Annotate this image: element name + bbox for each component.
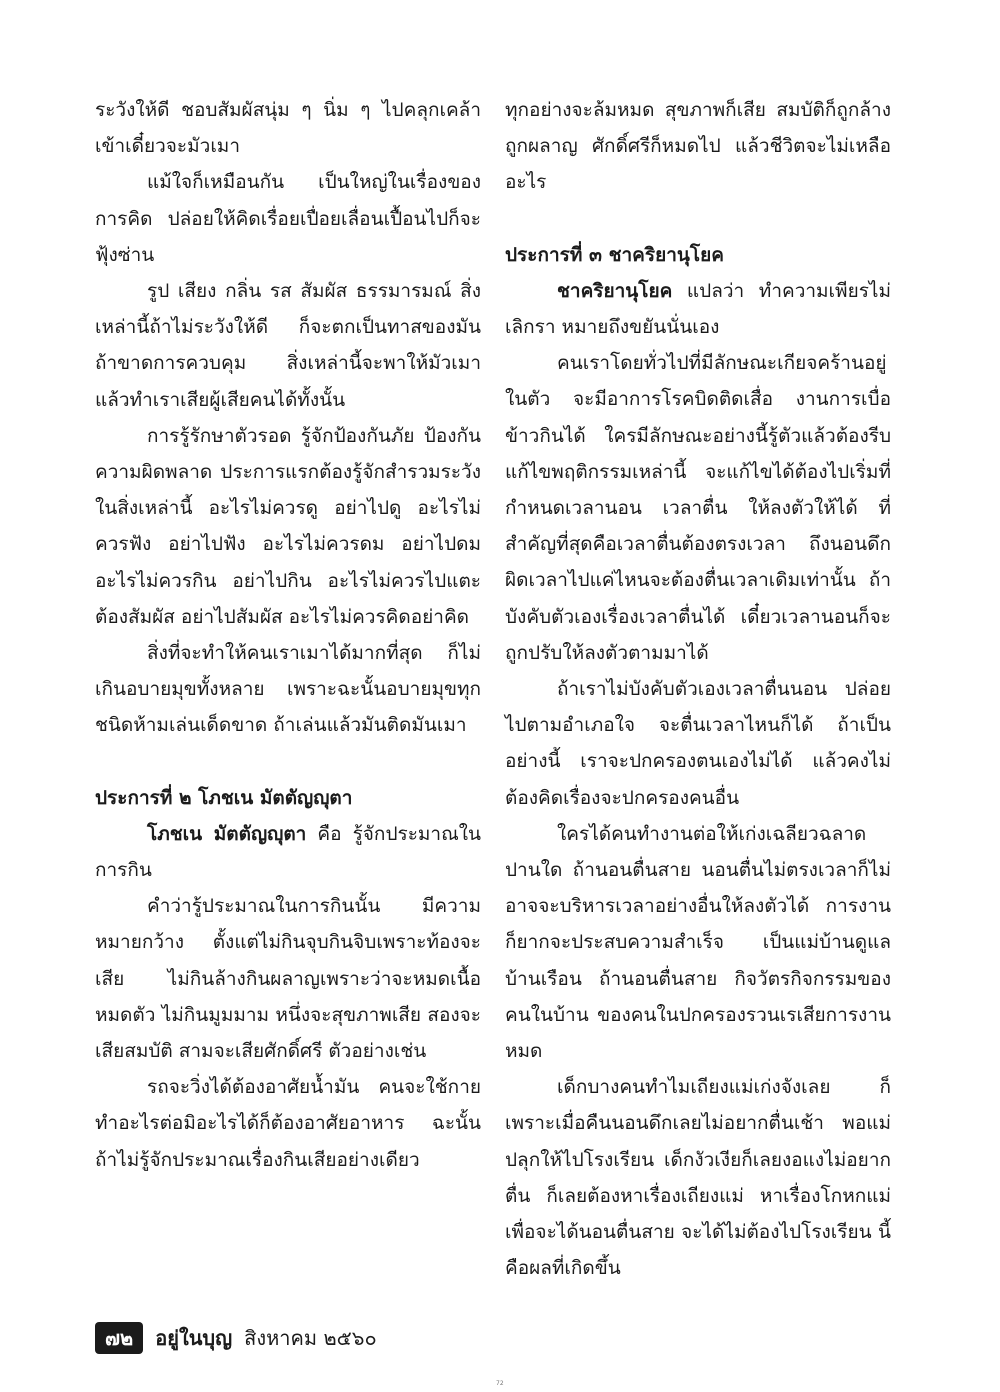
section-heading: ประการที่ ๒ โภชเน มัตตัญญุตา bbox=[95, 786, 353, 809]
paragraph: แม้ใจก็เหมือนกัน เป็นใหญ่ในเรื่องของการคิด ปล่อยให้คิดเรื่อยเปื่อยเลื่อนเปื้อนไปก็จะฟุ้งซ่าน bbox=[95, 171, 481, 266]
print-page-mark: 72 bbox=[496, 1380, 504, 1387]
paragraph bbox=[505, 273, 891, 345]
paragraph: สิ่งที่จะทำให้คนเราเมาได้มากที่สุด ก็ไม่เกินอบายมุขทั้งหลาย เพราะฉะนั้นอบายมุขทุกชนิดห้ามเล่นเด็ดขาด ถ้าเล่นแล้วมันติดมันเมา bbox=[95, 642, 481, 737]
magazine-title: อยู่ในบุญ bbox=[155, 1326, 233, 1350]
paragraph: ระวังให้ดี ชอบสัมผัสนุ่ม ๆ นิ่ม ๆ ไปคลุกเคล้า เข้าเดี๋ยวจะมัวเมา bbox=[95, 99, 481, 158]
page-number-badge: ๗๒ bbox=[95, 1322, 143, 1354]
left-column bbox=[95, 92, 481, 1178]
paragraph: ทุกอย่างจะล้มหมด สุขภาพก็เสีย สมบัติก็ถูกล้างถูกผลาญ ศักดิ์ศรีก็หมดไป แล้วชีวิตจะไม่เหลืออะไร bbox=[505, 99, 891, 194]
paragraph: การรู้รักษาตัวรอด รู้จักป้องกันภัย ป้องกันความผิดพลาด ประการแรกต้องรู้จักสำรวมระวังในสิ่งเหล่านี้ อะไรไม่ควรดู อย่าไปดู อะไรไม่ควรฟัง อย่าไปฟัง อะไรไม่ควรดม อย่าไปดม อะไรไม่ควรกิน อย่าไปกิน อะไรไม่ควรไปแตะต้องสัมผัส อย่าไปสัมผัส อะไรไม่ควรคิดอย่าคิด bbox=[95, 424, 481, 628]
term-highlight: ชาคริยานุโยค bbox=[557, 279, 673, 302]
paragraph: คนเราโดยทั่วไปที่มีลักษณะเกียจคร้านอยู่ในตัว จะมีอาการโรคบิดติดเสื่อ งานการเบื่อ ข้าวกินได้ ใครมีลักษณะอย่างนี้รู้ตัวแล้วต้องรีบแก้ไขพฤติกรรมเหล่านี้ จะแก้ไขได้ต้องไปเริ่มที่กำหนดเวลานอน เวลาตื่น ให้ลงตัวให้ได้ ที่สำคัญที่สุดคือเวลาตื่นต้องตรงเวลา ถึงนอนดึกผิดเวลาไปแค่ไหนจะต้องตื่นเวลาเดิมเท่านั้น ถ้าบังคับตัวเองเรื่องเวลาตื่นได้ เดี๋ยวเวลานอนก็จะถูกปรับให้ลงตัวตามมาได้ bbox=[505, 352, 891, 664]
paragraph bbox=[95, 816, 481, 888]
section-heading: ประการที่ ๓ ชาคริยานุโยค bbox=[505, 243, 724, 266]
right-column bbox=[505, 92, 891, 1287]
paragraph-text: คือ รู้จักประมาณในการกิน bbox=[95, 822, 481, 882]
paragraph: ถ้าเราไม่บังคับตัวเองเวลาตื่นนอน ปล่อยไปตามอำเภอใจ จะตื่นเวลาไหนก็ได้ ถ้าเป็นอย่างนี้ เราจะปกครองตนเองไม่ได้ แล้วคงไม่ต้องคิดเรื่องจะปกครองคนอื่น bbox=[505, 678, 891, 809]
paragraph: เด็กบางคนทำไมเถียงแม่เก่งจังเลย ก็เพราะเมื่อคืนนอนดึกเลยไม่อยากตื่นเช้า พอแม่ปลุกให้ไปโรงเรียน เด็กงัวเงียก็เลยงอแงไม่อยากตื่น ก็เลยต้องหาเรื่องเถียงแม่ หาเรื่องโกหกแม่ เพื่อจะได้นอนตื่นสาย จะได้ไม่ต้องไปโรงเรียน นี้คือผลที่เกิดขึ้น bbox=[505, 1076, 891, 1280]
paragraph: ใครได้คนทำงานต่อให้เก่งเฉลียวฉลาดปานใด ถ้านอนตื่นสาย นอนตื่นไม่ตรงเวลาก็ไม่อาจจะบริหารเวลาอย่างอื่นให้ลงตัวได้ การงานก็ยากจะประสบความสำเร็จ เป็นแม่บ้านดูแลบ้านเรือน ถ้านอนตื่นสาย กิจวัตรกิจกรรมของคนในบ้าน ของคนในปกครองรวนเรเสียการงานหมด bbox=[505, 822, 891, 1063]
term-highlight: โภชเน มัตตัญญุตา bbox=[147, 822, 307, 845]
issue-date: สิงหาคม ๒๕๖๐ bbox=[244, 1326, 377, 1350]
paragraph: รถจะวิ่งได้ต้องอาศัยน้ำมัน คนจะใช้กายทำอะไรต่อมิอะไรได้ก็ต้องอาศัยอาหาร ฉะนั้นถ้าไม่รู้จักประมาณเรื่องกินเสียอย่างเดียว bbox=[95, 1076, 481, 1171]
paragraph: คำว่ารู้ประมาณในการกินนั้น มีความหมายกว้าง ตั้งแต่ไม่กินจุบกินจิบเพราะท้องจะเสีย ไม่กินล้างกินผลาญเพราะว่าจะหมดเนื้อหมดตัว ไม่กินมูมมาม หนึ่งจะสุขภาพเสีย สองจะเสียสมบัติ สามจะเสียศักดิ์ศรี ตัวอย่างเช่น bbox=[95, 895, 481, 1063]
page-footer bbox=[95, 1318, 377, 1358]
paragraph: รูป เสียง กลิ่น รส สัมผัส ธรรมารมณ์ สิ่งเหล่านี้ถ้าไม่ระวังให้ดี ก็จะตกเป็นทาสของมัน ถ้าขาดการควบคุม สิ่งเหล่านี้จะพาให้มัวเมา แล้วทำเราเสียผู้เสียคนได้ทั้งนั้น bbox=[95, 280, 481, 411]
paragraph-text: แปลว่า ทำความเพียรไม่เลิกรา หมายถึงขยันนั่นเอง bbox=[505, 279, 891, 339]
